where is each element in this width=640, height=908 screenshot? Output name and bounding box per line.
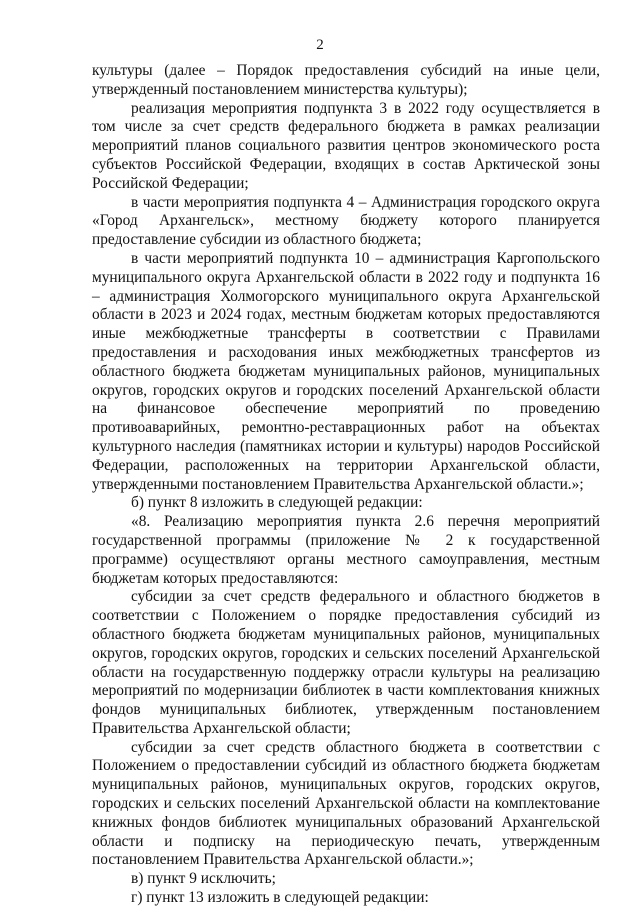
page-number: 2 <box>316 37 324 53</box>
paragraph: в части мероприятий подпункта 10 – администрация Каргопольского муниципального округа Архангельской области в 2022 году и подпункта 16 – администрация Холмогорского муниципального округа Архангельской области в 2023 и 2024 годах, местным бюджетам которых предоставляются иные межбюджетные трансферты в соответствии с Правилами предоставления и расходования иных межбюджетных трансфертов из областного бюджета бюджетам муниципальных районов, муниципальных округов, городских округов и городских поселений Архангельской области на финансовое обеспечение мероприятий по проведению противоаварийных, ремонтно-реставрационных работ на объектах культурного наследия (памятниках истории и культуры) народов Российской Федерации, расположенных на территории Архангельской области, утвержденными постановлением Правительства Архангельской области.»; <box>92 249 600 493</box>
paragraph: в части мероприятия подпункта 4 – Администрация городского округа «Город Архангельск», местному бюджету которого планируется предоставление субсидии из областного бюджета; <box>92 193 600 249</box>
paragraph: б) пункт 8 изложить в следующей редакции: <box>131 494 423 512</box>
paragraph: реализация мероприятия подпункта 3 в 2022 году осуществляется в том числе за счет средств федерального бюджета в рамках реализации мероприятий планов социального развития центров экономического роста субъектов Российской Федерации, входящих в состав Арктической зоны Российской Федерации; <box>92 99 600 192</box>
paragraph: «8. Реализацию мероприятия пункта 2.6 перечня мероприятий государственной программы (приложение № 2 к государственной программе) осуществляют органы местного самоуправления, местным бюджетам которых предоставляются: <box>92 513 600 587</box>
paragraph: в) пункт 9 исключить; <box>131 870 276 888</box>
paragraph: субсидии за счет средств областного бюджета в соответствии с Положением о предоставлении субсидий из областного бюджета бюджетам муниципальных районов, муниципальных округов, городских округов, городских и сельских поселений Архангельской области на комплектование книжных фондов библиотек муниципальных образований Архангельской области и подписку на периодическую печать, утвержденным постановлением Правительства Архангельской области.»; <box>92 738 600 869</box>
paragraph: г) пункт 13 изложить в следующей редакции: <box>131 889 429 907</box>
paragraph: субсидии за счет средств федерального и областного бюджетов в соответствии с Положением о порядке предоставления субсидий из областного бюджета бюджетам муниципальных районов, муниципальных округов, городских округов, городских и сельских поселений Архангельской области на государственную поддержку отрасли культуры на реализацию мероприятий по модернизации библиотек в части комплектования книжных фондов муниципальных библиотек, утвержденным постановлением Правительства Архангельской области; <box>92 588 600 737</box>
document-body <box>92 62 600 908</box>
paragraph: культуры (далее – Порядок предоставления субсидий на иные цели, утвержденный постановлением министерства культуры); <box>92 62 600 98</box>
